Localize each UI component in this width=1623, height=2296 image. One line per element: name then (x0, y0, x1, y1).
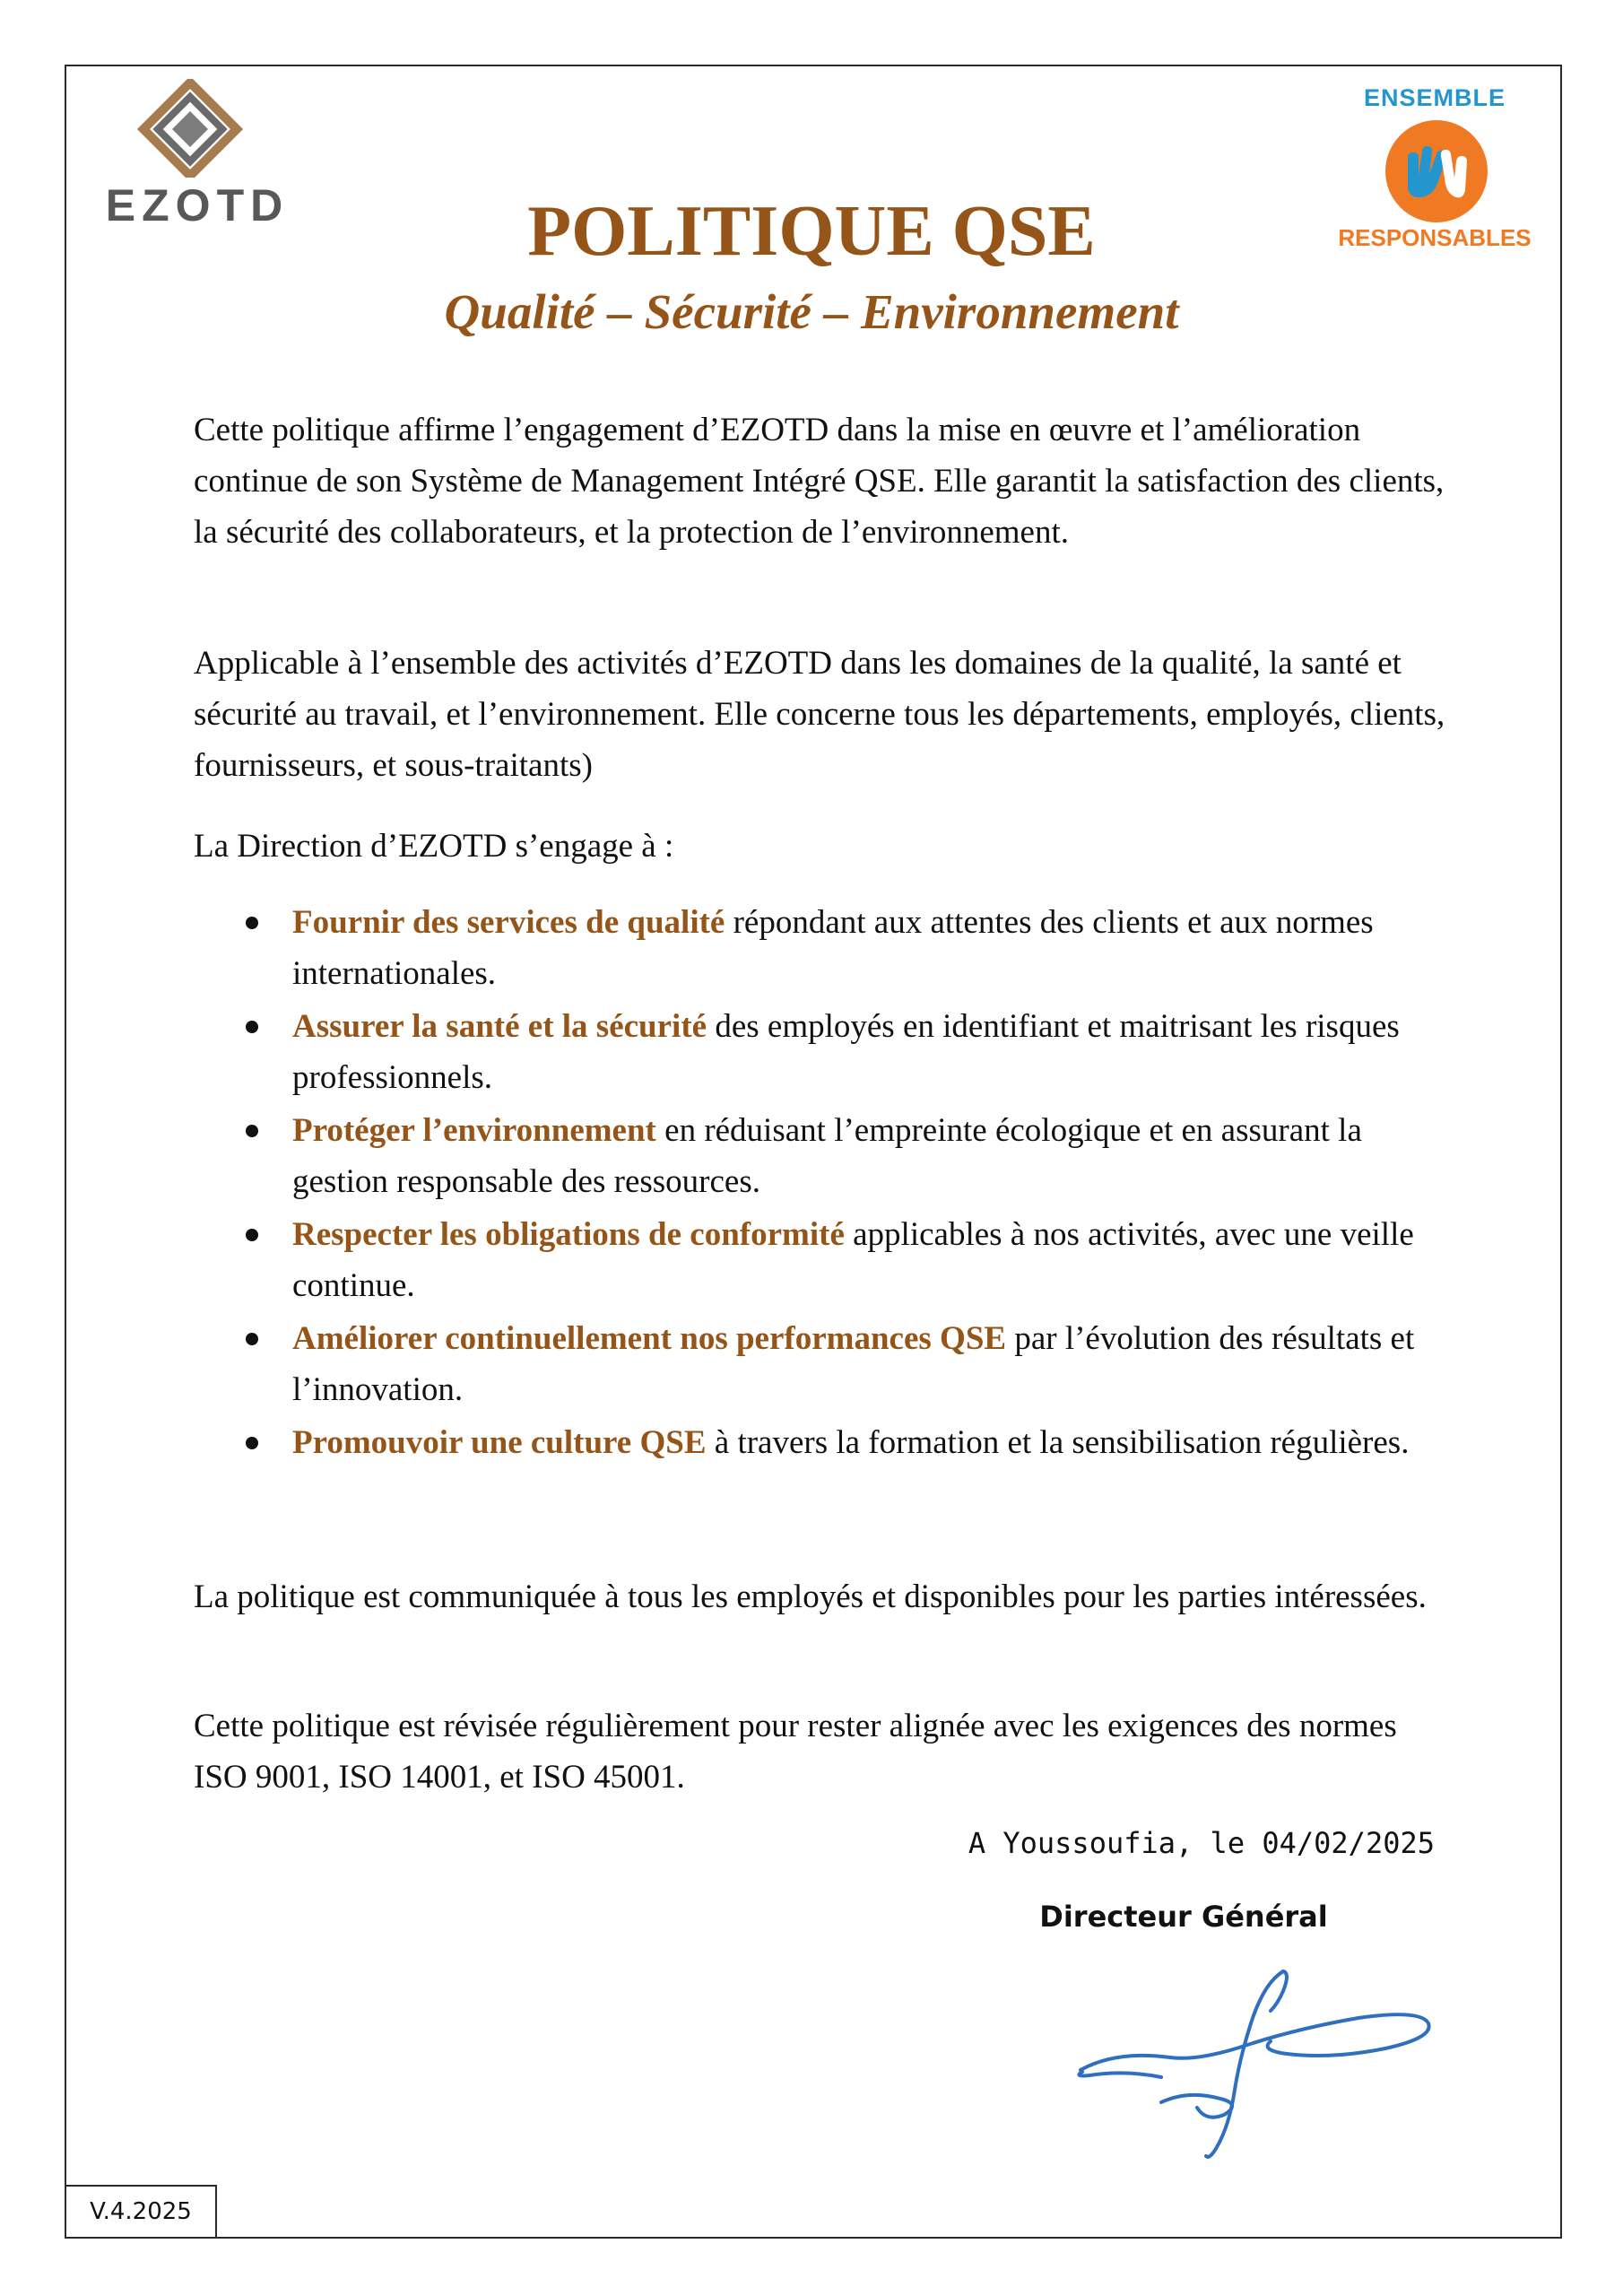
logo-bottom-text: RESPONSABLES (1338, 224, 1532, 251)
commitment-heading: Respecter les obligations de conformité (292, 1216, 845, 1253)
commitment-text: des employés en identifiant et maitrisant les risques professionnels. (292, 1008, 1400, 1096)
bullet-icon (246, 1125, 258, 1137)
commitment-item (194, 1105, 1449, 1207)
revision-paragraph: Cette politique est révisée régulièrement pour rester alignée avec les exigences des normes ISO 9001, ISO 14001, et ISO 45001. (194, 1708, 1397, 1796)
commitment-text: à travers la formation et la sensibilisation régulières. (706, 1424, 1410, 1461)
signer-title: Directeur Général (1039, 1900, 1328, 1934)
place-date: A Youssoufia, le 04/02/2025 (968, 1826, 1435, 1860)
commitment-item (194, 1313, 1449, 1415)
commitment-item (194, 1001, 1449, 1103)
logo-top-text: ENSEMBLE (1363, 84, 1506, 111)
commitment-item (194, 1209, 1449, 1311)
bullet-icon (246, 1437, 258, 1449)
bullet-icon (246, 1021, 258, 1033)
commitment-item (194, 897, 1449, 999)
diamond-logo-icon (136, 79, 244, 178)
commitment-heading: Fournir des services de qualité (292, 904, 725, 941)
commitment-text: applicables à nos activités, avec une veille continue. (292, 1216, 1414, 1304)
ezotd-logo-text: EZOTD (105, 180, 290, 230)
commitment-heading: Promouvoir une culture QSE (292, 1424, 707, 1461)
commitment-heading: Assurer la santé et la sécurité (292, 1008, 707, 1045)
commitment-text: répondant aux attentes des clients et aux normes internationales. (292, 904, 1374, 992)
commitment-list (194, 897, 1449, 1470)
page-subtitle: Qualité – Sécurité – Environnement (444, 284, 1179, 339)
commitment-heading: Protéger l’environnement (292, 1112, 656, 1149)
commitment-text: par l’évolution des résultats et l’innovation. (292, 1320, 1415, 1408)
bullet-icon (246, 917, 258, 929)
version-box: V.4.2025 (65, 2185, 217, 2239)
bullet-icon (246, 1333, 258, 1345)
commitment-heading: Améliorer continuellement nos performances QSE (292, 1320, 1007, 1357)
scope-paragraph: Applicable à l’ensemble des activités d’EZOTD dans les domaines de la qualité, la santé et sécurité au travail, et l’environnement. Elle concerne tous les départements, employés, clients, fournisseurs, et sous-traitants) (194, 645, 1445, 784)
signature-icon (1063, 1964, 1457, 2170)
commitment-intro: La Direction d’EZOTD s’engage à : (194, 828, 674, 865)
page-title: POLITIQUE QSE (527, 192, 1096, 271)
commitment-item (194, 1417, 1449, 1468)
commitment-text: en réduisant l’empreinte écologique et en assurant la gestion responsable des ressources. (292, 1112, 1362, 1200)
communication-paragraph: La politique est communiquée à tous les employés et disponibles pour les parties intéressées. (194, 1578, 1427, 1615)
intro-paragraph: Cette politique affirme l’engagement d’EZOTD dans la mise en œuvre et l’amélioration continue de son Système de Management Intégré QSE. Elle garantit la satisfaction des clients, la sécurité des collaborateurs, et la protection de l’environnement. (194, 412, 1445, 551)
bullet-icon (246, 1229, 258, 1241)
